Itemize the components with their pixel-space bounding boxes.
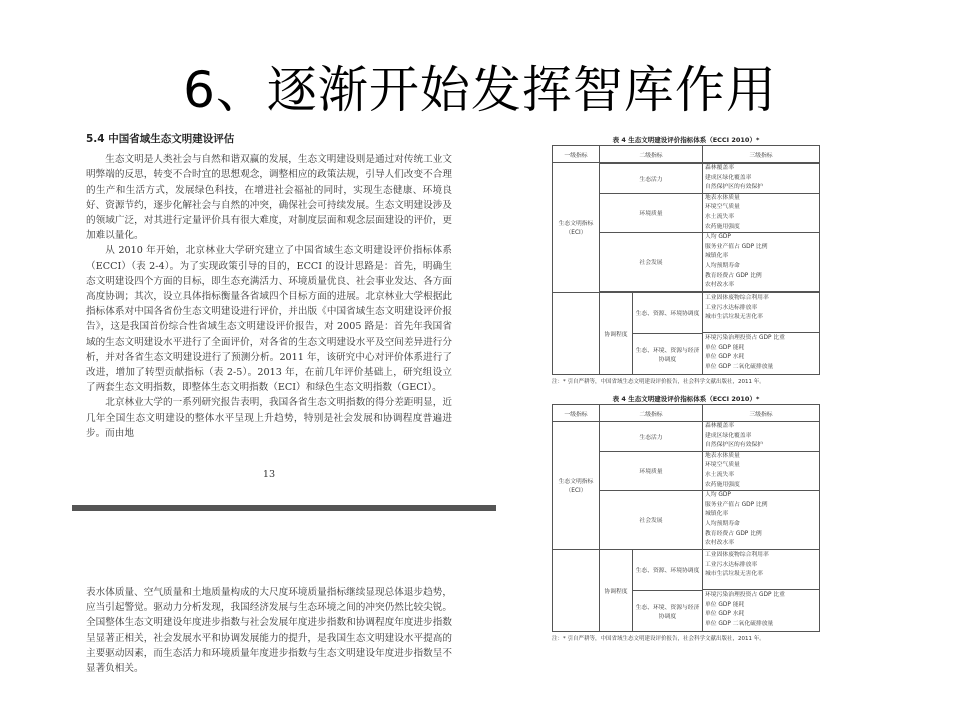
indicator-item: 服务业产值占 GDP 比例 <box>705 501 768 508</box>
level1-cell: 生态文明指标（ECI） <box>553 422 600 550</box>
indicator-item: 单位 GDP 水耗 <box>705 611 745 618</box>
header-level3: 三级指标 <box>703 146 820 163</box>
indicator-item: 城市生活垃圾无害化率 <box>705 571 763 578</box>
indicator-item: 人均预期寿命 <box>705 520 740 527</box>
indicator-item: 自然保护区的有效保护 <box>705 184 763 191</box>
level3-cell <box>703 590 819 630</box>
header-level1: 一级指标 <box>553 405 600 422</box>
indicator-item: 工业固体废物综合利用率 <box>705 552 769 559</box>
level3-cell <box>703 550 819 590</box>
indicator-item: 城市生活垃圾无害化率 <box>705 314 763 321</box>
level2-cell: 社会发展 <box>600 233 703 292</box>
level2-cell: 生态、环境、资源与经济协调度 <box>635 604 700 620</box>
indicator-item: 单位 GDP 能耗 <box>705 344 745 351</box>
indicator-item: 工业污水达标排放率 <box>705 304 758 311</box>
table-note: 注：* 引自严耕等，中国省域生态文明建设评价报告，社会科学文献出版社，2011 年。 <box>552 378 765 385</box>
paragraph: 北京林业大学的一系列研究报告表明，我国各省生态文明指数的得分差距明显，近几年全国生态文明建设的整体水平呈现上升趋势，特别是社会发展和协调程度普遍进步。而由地 <box>86 397 452 439</box>
indicator-item: 服务业产值占 GDP 比例 <box>705 243 768 250</box>
indicator-item: 工业固体废物综合利用率 <box>705 295 769 302</box>
level3-cell <box>703 491 820 550</box>
coord-label: 协调程度 <box>600 550 633 631</box>
indicator-item: 农村改水率 <box>705 282 734 289</box>
level3-cell <box>703 293 819 333</box>
header-level1: 一级指标 <box>553 146 600 163</box>
indicator-item: 教育经费占 GDP 比例 <box>705 530 762 537</box>
indicator-item: 人均 GDP <box>705 492 731 499</box>
indicator-item: 城镇化率 <box>705 253 729 260</box>
indicator-item: 建成区绿化覆盖率 <box>705 432 752 439</box>
level2-cell: 生态活力 <box>600 164 703 194</box>
indicator-item: 地表水体质量 <box>705 194 740 201</box>
indicator-item: 环境污染治理投资占 GDP 比重 <box>705 592 785 599</box>
indicator-item: 环境污染治理投资占 GDP 比重 <box>705 335 785 342</box>
indicator-item: 环境空气质量 <box>705 204 740 211</box>
indicator-item: 地表水体质量 <box>705 452 740 459</box>
level2-cell: 生态、资源、环境协调度 <box>633 550 703 591</box>
slide-title: 6、逐渐开始发挥智库作用 <box>183 61 777 119</box>
indicator-item: 单位 GDP 二氧化硫排放量 <box>705 364 774 370</box>
section-heading: 5.4 中国省域生态文明建设评估 <box>86 133 235 145</box>
indicator-item: 水土流失率 <box>705 471 734 478</box>
indicator-item: 农药施用强度 <box>705 223 740 230</box>
table-caption: 表 4 生态文明建设评价指标体系（ECCI 2010）* <box>612 395 760 403</box>
indicator-item: 环境空气质量 <box>705 462 740 469</box>
indicator-item: 农药施用强度 <box>705 481 740 488</box>
paragraph: 从 2010 年开始，北京林业大学研究建立了中国省域生态文明建设评价指标体系（ECCI）（表 2-4）。为了实现政策引导的目的，ECCI 的设计思路是：首先，明确生态文明建设四个方面的目标，即生态充满活力、环境质量优良、社会事业发达、各方面高度协调；其次，设立具体指标衡量各省域四个目标方面的进展。北京林业大学根据此指标体系对中国各省份生态文明建设进行评价，并出版《中国省域生态文明建设评价报告》，这是我国首份综合性省域生态文明建设评价报告，对 2005 路是：首先年我国省域的生态文明建设水平进行了全面评价，对各省的生态文明建设水平及空间差异进行分析，并对各省生态文明建设进行了预测分析。2011 年，该研究中心对评价体系进行了改进，增加了转型贡献指标（表 2-5）。2013 年，在前几年评价基础上，研究组设立了两套生态文明指数，即整体生态文明指数（ECI）和绿色生态文明指数（GECI）。 <box>86 245 452 394</box>
document-excerpt-bottom <box>86 585 452 676</box>
indicator-item: 工业污水达标排放率 <box>705 561 758 568</box>
indicator-item: 单位 GDP 水耗 <box>705 354 745 361</box>
indicator-item: 自然保护区的有效保护 <box>705 442 763 449</box>
indicator-item: 单位 GDP 能耗 <box>705 601 745 608</box>
indicator-item: 城镇化率 <box>705 511 729 518</box>
divider-bar <box>72 505 496 511</box>
indicator-table <box>552 404 820 632</box>
level2-cell: 生态、资源、环境协调度 <box>633 293 703 334</box>
paragraph: 生态文明是人类社会与自然和谐双赢的发展，生态文明建设则是通过对传统工业文明弊端的反思，转变不合时宜的思想观念，调整相应的政策法规，引导人们改变不合理的生产和生活方式，发展绿色科技，在增进社会福祉的同时，实现生态健康、环境良好、资源节约，逐步化解社会与自然的冲突，确保社会可持续发展。生态文明建设涉及的领域广泛，对其进行定量评价具有很大难度，对制度层面和观念层面建设的评价，更加难以量化。 <box>86 154 452 242</box>
header-level2: 二级指标 <box>600 146 703 163</box>
indicator-item: 农村改水率 <box>705 540 734 547</box>
coord-label: 协调程度 <box>600 293 633 374</box>
header-level2: 二级指标 <box>600 405 703 422</box>
indicator-table-1 <box>552 135 820 385</box>
level2-cell: 环境质量 <box>600 451 703 490</box>
level2-cell: 社会发展 <box>600 491 703 550</box>
level3-cell <box>703 193 820 232</box>
page-number: 13 <box>262 469 276 481</box>
level2-cell: 生态活力 <box>600 422 703 452</box>
paragraph: 表水体质量、空气质量和土地质量构成的大尺度环境质量指标继续显现总体退步趋势，应当引起警觉。驱动力分析发现，我国经济发展与生态环境之间的冲突仍然比较尖锐。全国整体生态文明建设年度进步指数与社会发展年度进步指数和协调程度年度进步指数呈显著正相关，社会发展水平和协调发展能力的提升，是我国生态文明建设水平提高的主要驱动因素，而生态活力和环境质量年度进步指数与生态文明建设年度进步指数呈不显著负相关。 <box>86 587 452 675</box>
header-level3: 三级指标 <box>703 405 820 422</box>
indicator-item: 单位 GDP 二氧化硫排放量 <box>705 621 774 627</box>
table-caption: 表 4 生态文明建设评价指标体系（ECCI 2010）* <box>612 136 760 144</box>
indicator-item: 森林覆盖率 <box>705 165 734 171</box>
indicator-item: 教育经费占 GDP 比例 <box>705 272 762 279</box>
document-excerpt-top <box>86 132 452 482</box>
level3-cell <box>703 233 820 292</box>
table-note: 注：* 引自严耕等，中国省域生态文明建设评价报告，社会科学文献出版社，2011 年。 <box>552 635 765 642</box>
indicator-table-2 <box>552 394 820 642</box>
level1-cell: 生态文明指标（ECI） <box>553 163 600 293</box>
indicator-item: 建成区绿化覆盖率 <box>705 174 752 181</box>
level3-cell <box>703 333 819 373</box>
level2-cell: 环境质量 <box>600 193 703 232</box>
indicator-item: 人均预期寿命 <box>705 262 740 269</box>
level2-cell: 生态、环境、资源与经济协调度 <box>635 347 700 363</box>
level3-cell <box>703 451 820 490</box>
indicator-item: 水土流失率 <box>705 213 734 220</box>
level3-cell <box>703 164 820 194</box>
indicator-table <box>552 145 820 375</box>
indicator-item: 人均 GDP <box>705 234 731 241</box>
level3-cell <box>703 422 820 452</box>
indicator-item: 森林覆盖率 <box>705 423 734 429</box>
